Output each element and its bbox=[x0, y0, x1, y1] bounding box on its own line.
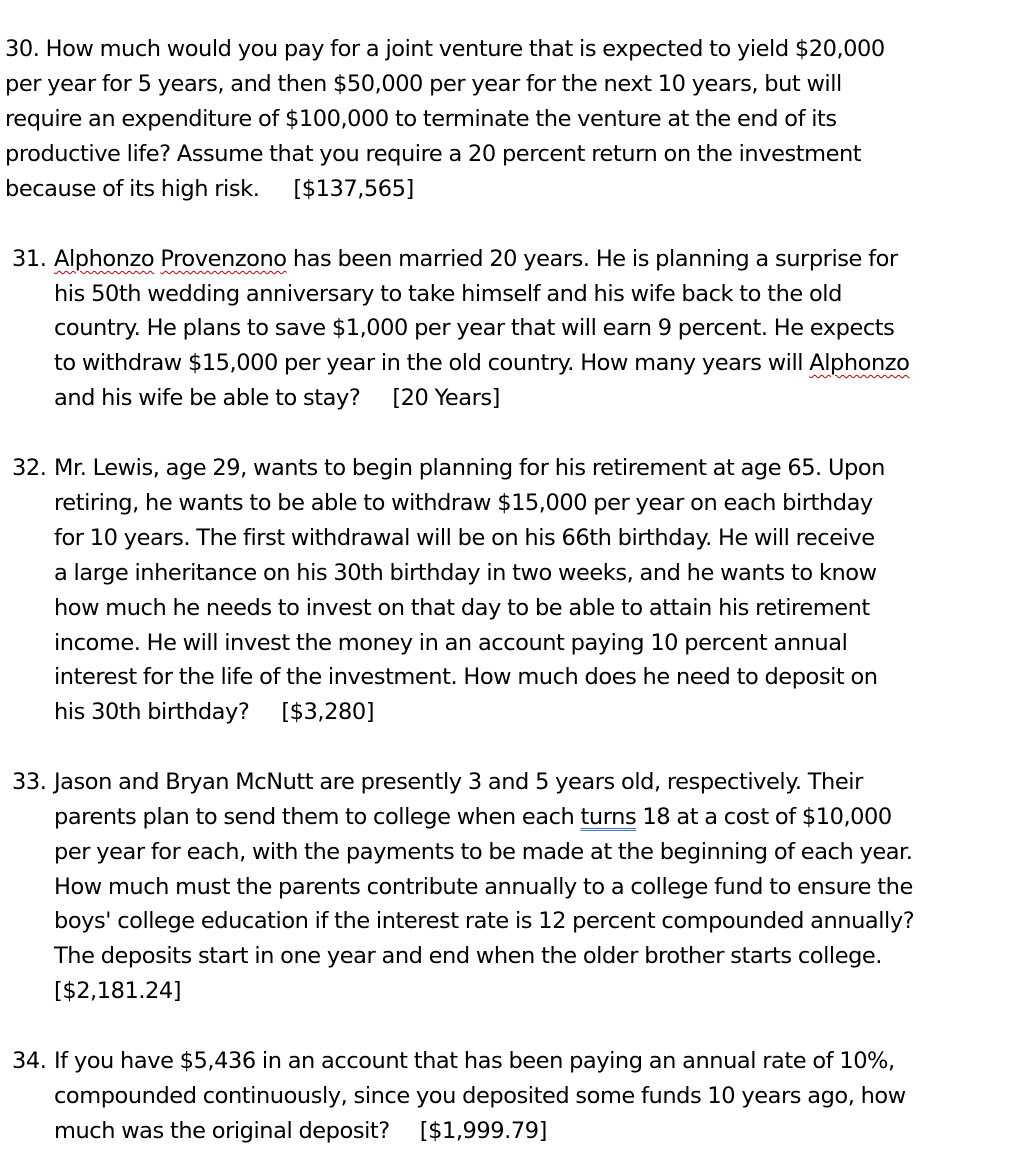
spelling-error: Provenzono bbox=[160, 246, 287, 272]
q30-line-5: because of its high risk. [$137,565] bbox=[5, 176, 414, 202]
q31-line-1: Alphonzo Provenzono has been married 20 years. He is planning a surprise for bbox=[54, 246, 898, 272]
q32-line-8: his 30th birthday? [$3,280] bbox=[54, 699, 375, 725]
q32-line-6: income. He will invest the money in an account paying 10 percent annual bbox=[54, 630, 848, 656]
q32-number: 32. bbox=[12, 455, 47, 481]
q34-number: 34. bbox=[12, 1048, 47, 1074]
q33-line-2: parents plan to send them to college when each turns 18 at a cost of $10,000 bbox=[54, 804, 892, 830]
q34-line-1: If you have $5,436 in an account that has been paying an annual rate of 10%, bbox=[54, 1048, 895, 1074]
q31-line-5: and his wife be able to stay? [20 Years] bbox=[54, 385, 501, 411]
q33-line-4: How much must the parents contribute annually to a college fund to ensure the bbox=[54, 874, 913, 900]
q33-number: 33. bbox=[12, 769, 47, 795]
q31-line-2: his 50th wedding anniversary to take himself and his wife back to the old bbox=[54, 281, 842, 307]
q33-line-3: per year for each, with the payments to be made at the beginning of each year. bbox=[54, 839, 913, 865]
q34-line-3: much was the original deposit? [$1,999.79] bbox=[54, 1118, 547, 1144]
q33-line-1: Jason and Bryan McNutt are presently 3 and 5 years old, respectively. Their bbox=[54, 769, 863, 795]
q33-line-5: boys' college education if the interest rate is 12 percent compounded annually? bbox=[54, 908, 915, 934]
q31-answer: [20 Years] bbox=[392, 385, 501, 411]
q34-line-2: compounded continuously, since you deposited some funds 10 years ago, how bbox=[54, 1083, 906, 1109]
q32-line-3: for 10 years. The first withdrawal will be on his 66th birthday. He will receive bbox=[54, 525, 875, 551]
q32-line-7: interest for the life of the investment. How much does he need to deposit on bbox=[54, 664, 878, 690]
grammar-flag: turns bbox=[580, 804, 637, 830]
q32-answer: [$3,280] bbox=[281, 699, 375, 725]
q31-line-3: country. He plans to save $1,000 per year that will earn 9 percent. He expects bbox=[54, 315, 895, 341]
q32-line-1: Mr. Lewis, age 29, wants to begin planning for his retirement at age 65. Upon bbox=[54, 455, 885, 481]
q32-line-4: a large inheritance on his 30th birthday in two weeks, and he wants to know bbox=[54, 560, 877, 586]
q30-line-1: 30. How much would you pay for a joint venture that is expected to yield $20,000 bbox=[5, 36, 885, 62]
q33-line-6: The deposits start in one year and end when the older brother starts college. bbox=[54, 943, 883, 969]
q34-answer: [$1,999.79] bbox=[419, 1118, 547, 1144]
q30-line-2: per year for 5 years, and then $50,000 per year for the next 10 years, but will bbox=[5, 71, 842, 97]
q32-line-5: how much he needs to invest on that day to be able to attain his retirement bbox=[54, 595, 870, 621]
q30-answer: [$137,565] bbox=[293, 176, 414, 202]
q31-number: 31. bbox=[12, 246, 47, 272]
q33-answer: [$2,181.24] bbox=[54, 978, 182, 1004]
spelling-error: Alphonzo bbox=[809, 350, 910, 376]
q30-line-4: productive life? Assume that you require a 20 percent return on the investment bbox=[5, 141, 862, 167]
q32-line-2: retiring, he wants to be able to withdraw $15,000 per year on each birthday bbox=[54, 490, 873, 516]
spelling-error: Alphonzo bbox=[54, 246, 155, 272]
q30-line-3: require an expenditure of $100,000 to terminate the venture at the end of its bbox=[5, 106, 837, 132]
q31-line-4: to withdraw $15,000 per year in the old country. How many years will Alphonzo bbox=[54, 350, 910, 376]
